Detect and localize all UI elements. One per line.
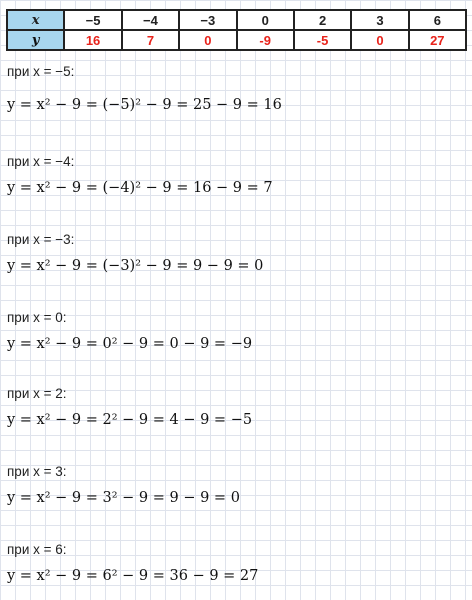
x-value: 3 bbox=[351, 10, 408, 30]
step-equation: y = x² − 9 = 3² − 9 = 9 − 9 = 0 bbox=[7, 490, 240, 506]
x-value: −5 bbox=[64, 10, 121, 30]
step-condition: при x = 0: bbox=[7, 310, 67, 325]
x-header: x bbox=[7, 10, 64, 30]
y-row bbox=[7, 30, 466, 50]
step-equation: y = x² − 9 = 6² − 9 = 36 − 9 = 27 bbox=[7, 568, 259, 584]
step-condition: при x = 2: bbox=[7, 386, 67, 401]
step-condition: при x = −5: bbox=[7, 64, 75, 79]
y-value: 0 bbox=[179, 30, 236, 50]
x-value: 6 bbox=[409, 10, 466, 30]
x-value: −3 bbox=[179, 10, 236, 30]
step-block bbox=[7, 464, 240, 506]
y-value: 16 bbox=[64, 30, 121, 50]
step-condition: при x = −3: bbox=[7, 232, 75, 247]
step-block bbox=[7, 154, 273, 196]
y-value: -9 bbox=[237, 30, 294, 50]
step-block bbox=[7, 64, 282, 113]
x-value: 0 bbox=[237, 10, 294, 30]
y-value: -5 bbox=[294, 30, 351, 50]
step-condition: при x = 3: bbox=[7, 464, 67, 479]
y-value: 0 bbox=[351, 30, 408, 50]
y-value: 27 bbox=[409, 30, 466, 50]
step-block bbox=[7, 232, 263, 274]
step-block bbox=[7, 386, 252, 428]
y-header: y bbox=[7, 30, 64, 50]
x-value: 2 bbox=[294, 10, 351, 30]
step-block bbox=[7, 310, 252, 352]
step-equation: y = x² − 9 = 0² − 9 = 0 − 9 = −9 bbox=[7, 336, 253, 352]
step-equation: y = x² − 9 = (−4)² − 9 = 16 − 9 = 7 bbox=[7, 180, 273, 196]
step-condition: при x = −4: bbox=[7, 154, 75, 169]
x-value: −4 bbox=[122, 10, 179, 30]
step-equation: y = x² − 9 = (−3)² − 9 = 9 − 9 = 0 bbox=[7, 258, 264, 274]
step-equation: y = x² − 9 = (−5)² − 9 = 25 − 9 = 16 bbox=[7, 97, 282, 113]
y-value: 7 bbox=[122, 30, 179, 50]
x-row bbox=[7, 10, 466, 30]
step-block bbox=[7, 542, 258, 584]
step-condition: при x = 6: bbox=[7, 542, 67, 557]
values-table bbox=[6, 9, 467, 51]
step-equation: y = x² − 9 = 2² − 9 = 4 − 9 = −5 bbox=[7, 412, 253, 428]
